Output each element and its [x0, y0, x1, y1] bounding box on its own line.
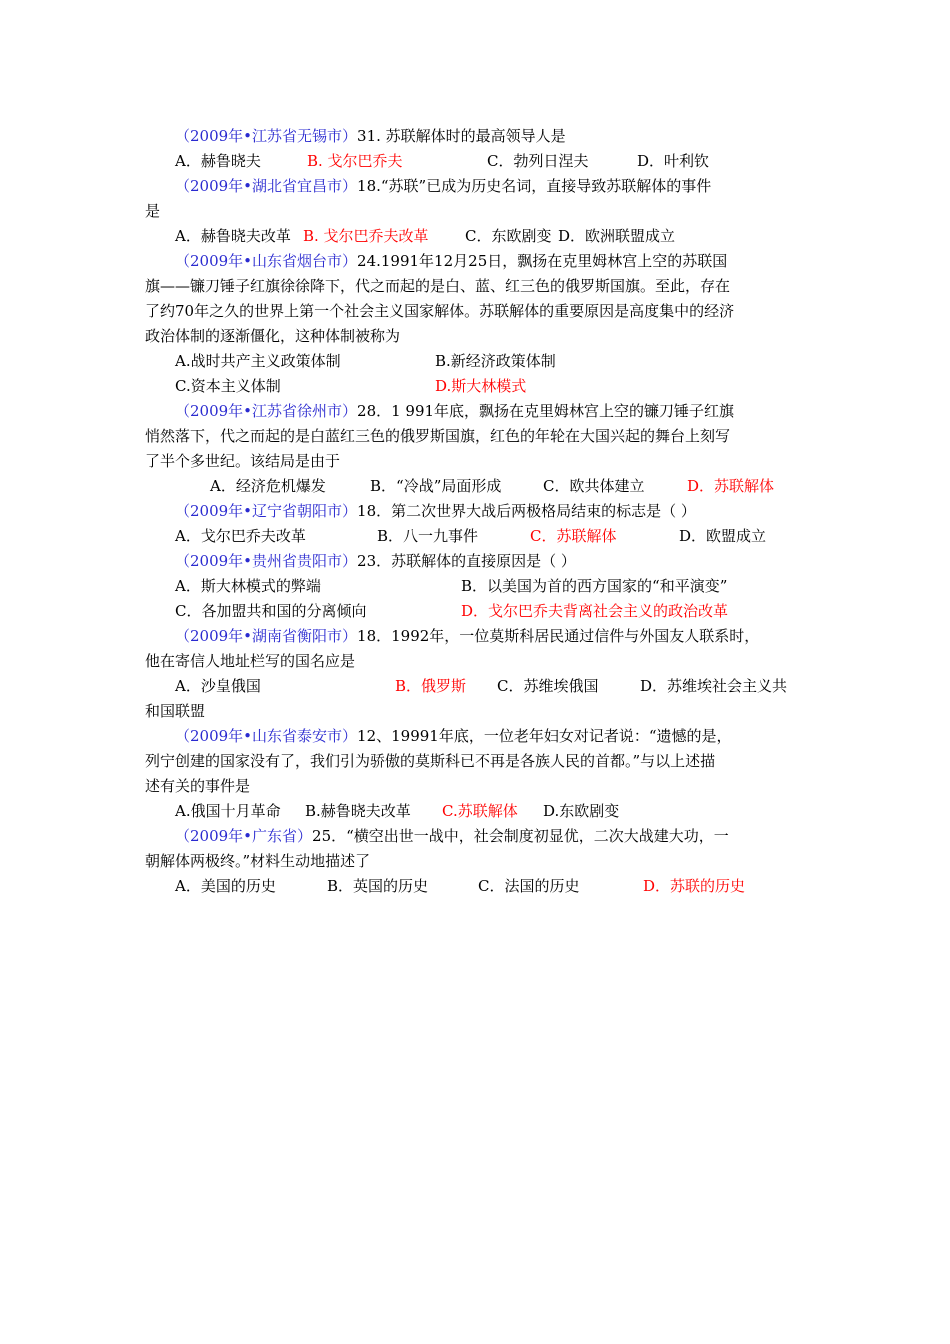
- option-d-answer: D．戈尔巴乔夫背离社会主义的政治改革: [461, 602, 729, 620]
- option-b: B．“冷战”局面形成: [370, 477, 502, 495]
- option-c: C．苏维埃俄国: [497, 677, 599, 695]
- option-d: D．苏维埃社会主义共: [640, 677, 788, 695]
- question-stem-continuation: 悄然落下，代之而起的是白蓝红三色的俄罗斯国旗，红色的年轮在大国兴起的舞台上刻写: [145, 427, 731, 445]
- option-c: C．东欧剧变: [465, 227, 552, 245]
- question-stem: 31. 苏联解体时的最高领导人是: [357, 127, 566, 145]
- question-stem: 25．“横空出世一战中，社会制度初显优，二次大战建大功，一: [312, 827, 729, 845]
- question-2-options: [145, 224, 815, 249]
- question-source: （2009年•山东省泰安市）: [175, 727, 358, 745]
- question-stem-continuation: 政治体制的逐渐僵化，这种体制被称为: [145, 327, 401, 345]
- option-b: B．八一九事件: [377, 527, 479, 545]
- question-source: （2009年•山东省烟台市）: [175, 252, 358, 270]
- question-stem-continuation: 列宁创建的国家没有了，我们引为骄傲的莫斯科已不再是各族人民的首都。”与以上述描: [145, 752, 716, 770]
- question-source: （2009年•贵州省贵阳市）: [175, 552, 358, 570]
- option-b-answer: B. 戈尔巴乔夫: [307, 152, 403, 170]
- option-c: C．法国的历史: [478, 877, 580, 895]
- question-source: （2009年•广东省）: [175, 827, 313, 845]
- option-b: B．以美国为首的西方国家的“和平演变”: [461, 577, 728, 595]
- option-a: A．赫鲁晓夫: [175, 152, 261, 170]
- question-3-options-row-2: [145, 374, 815, 399]
- option-a: A．斯大林模式的弊端: [175, 577, 321, 595]
- option-b: B．英国的历史: [327, 877, 429, 895]
- option-b-answer: B. 戈尔巴乔夫改革: [303, 227, 429, 245]
- option-d: D.东欧剧变: [543, 802, 620, 820]
- question-8-options: [145, 799, 815, 824]
- question-4-stem-line: [145, 399, 815, 424]
- question-stem-continuation: 了约70年之久的世界上第一个社会主义国家解体。苏联解体的重要原因是高度集中的经济: [145, 302, 735, 320]
- option-d: D．欧洲联盟成立: [558, 227, 676, 245]
- question-stem: 24.1991年12月25日，飘扬在克里姆林宫上空的苏联国: [357, 252, 728, 270]
- question-stem-continuation: 朝解体两极终。”材料生动地描述了: [145, 852, 371, 870]
- question-source: （2009年•湖北省宜昌市）: [175, 177, 358, 195]
- option-b-answer: B．俄罗斯: [395, 677, 467, 695]
- option-c-answer: C．苏联解体: [530, 527, 617, 545]
- option-d-answer: D．苏联的历史: [643, 877, 746, 895]
- option-d: D．欧盟成立: [679, 527, 767, 545]
- question-stem-continuation: 了半个多世纪。该结局是由于: [145, 452, 341, 470]
- question-list: [145, 124, 815, 899]
- option-c: C．各加盟共和国的分离倾向: [175, 602, 367, 620]
- question-3-stem-line: [145, 249, 815, 274]
- option-c: C．勃列日涅夫: [487, 152, 589, 170]
- option-a: A．戈尔巴乔夫改革: [175, 527, 306, 545]
- question-stem-continuation: 他在寄信人地址栏写的国名应是: [145, 652, 356, 670]
- question-6-options-row-1: [145, 574, 815, 599]
- option-c: C．欧共体建立: [543, 477, 645, 495]
- option-c: C.资本主义体制: [175, 377, 281, 395]
- question-source: （2009年•江苏省徐州市）: [175, 402, 358, 420]
- question-stem: 18．第二次世界大战后两极格局结束的标志是（ ）: [357, 502, 696, 520]
- question-9-options: [145, 874, 815, 899]
- question-5-options: [145, 524, 815, 549]
- question-6-options-row-2: [145, 599, 815, 624]
- question-source: （2009年•江苏省无锡市）: [175, 127, 358, 145]
- question-6-stem-line: [145, 549, 815, 574]
- option-continuation: 和国联盟: [145, 702, 206, 720]
- question-4-options: [145, 474, 815, 499]
- question-7-stem-line: [145, 624, 815, 649]
- question-8-stem-line: [145, 724, 815, 749]
- question-1-options: [145, 149, 815, 174]
- option-b: B.赫鲁晓夫改革: [305, 802, 411, 820]
- option-a: A．经济危机爆发: [210, 477, 326, 495]
- option-d-answer: D.斯大林模式: [435, 377, 527, 395]
- option-a: A.战时共产主义政策体制: [175, 352, 341, 370]
- option-d-answer: D．苏联解体: [687, 477, 775, 495]
- option-a: A．赫鲁晓夫改革: [175, 227, 291, 245]
- option-c-answer: C.苏联解体: [442, 802, 518, 820]
- option-a: A．沙皇俄国: [175, 677, 261, 695]
- question-stem: 18.“苏联”已成为历史名词，直接导致苏联解体的事件: [357, 177, 712, 195]
- option-a: A．美国的历史: [175, 877, 276, 895]
- question-stem-continuation: 是: [145, 202, 161, 220]
- option-b: B.新经济政策体制: [435, 352, 556, 370]
- question-stem: 23．苏联解体的直接原因是（ ）: [357, 552, 576, 570]
- question-2-stem-line: [145, 174, 815, 199]
- question-source: （2009年•湖南省衡阳市）: [175, 627, 358, 645]
- question-source: （2009年•辽宁省朝阳市）: [175, 502, 358, 520]
- question-stem-continuation: 旗——镰刀锤子红旗徐徐降下，代之而起的是白、蓝、红三色的俄罗斯国旗。至此，存在: [145, 277, 731, 295]
- question-5-stem-line: [145, 499, 815, 524]
- option-a: A.俄国十月革命: [175, 802, 281, 820]
- option-d: D．叶利钦: [637, 152, 710, 170]
- question-1-stem-line: [145, 124, 815, 149]
- question-stem: 18．1992年，一位莫斯科居民通过信件与外国友人联系时，: [357, 627, 760, 645]
- question-stem: 28．1 991年底，飘扬在克里姆林宫上空的镰刀锤子红旗: [357, 402, 735, 420]
- question-3-options-row-1: [145, 349, 815, 374]
- question-stem: 12、19991年底，一位老年妇女对记者说：“遗憾的是，: [357, 727, 732, 745]
- question-9-stem-line: [145, 824, 815, 849]
- question-stem-continuation: 述有关的事件是: [145, 777, 251, 795]
- question-7-options: [145, 674, 815, 699]
